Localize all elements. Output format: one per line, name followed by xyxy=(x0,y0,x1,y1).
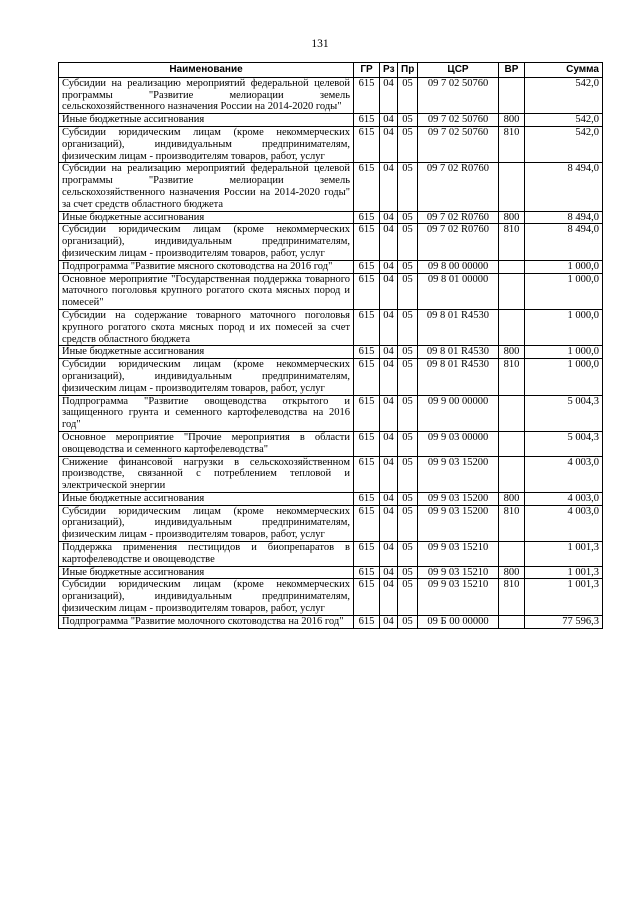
table-row xyxy=(59,505,603,541)
cell-rz: 04 xyxy=(380,566,398,579)
cell-vr xyxy=(499,395,525,431)
cell-sum: 4 003,0 xyxy=(525,492,603,505)
cell-name: Иные бюджетные ассигнования xyxy=(59,211,354,224)
cell-vr: 810 xyxy=(499,359,525,395)
cell-vr: 800 xyxy=(499,346,525,359)
header-sum: Сумма xyxy=(525,63,603,78)
cell-rz: 04 xyxy=(380,114,398,127)
cell-name: Субсидии на реализацию мероприятий федеральной целевой программы "Развитие мелиорации земель сельскохозяйственного назначения России на 2014-2020 годы" xyxy=(59,77,354,113)
cell-name: Иные бюджетные ассигнования xyxy=(59,114,354,127)
cell-vr xyxy=(499,431,525,456)
cell-pr: 05 xyxy=(398,309,418,345)
cell-csr: 09 9 00 00000 xyxy=(418,395,499,431)
cell-sum: 77 596,3 xyxy=(525,615,603,628)
cell-pr: 05 xyxy=(398,211,418,224)
cell-gr: 615 xyxy=(354,273,380,309)
table-row xyxy=(59,359,603,395)
cell-pr: 05 xyxy=(398,346,418,359)
cell-pr: 05 xyxy=(398,114,418,127)
cell-gr: 615 xyxy=(354,566,380,579)
cell-sum: 1 000,0 xyxy=(525,273,603,309)
cell-sum: 5 004,3 xyxy=(525,431,603,456)
header-pr: Пр xyxy=(398,63,418,78)
cell-vr: 810 xyxy=(499,126,525,162)
cell-name: Субсидии юридическим лицам (кроме некоммерческих организаций), индивидуальным предпринимателям, физическим лицам - производителям товаров, работ, услуг xyxy=(59,579,354,615)
cell-vr: 800 xyxy=(499,492,525,505)
cell-csr: 09 7 02 R0760 xyxy=(418,163,499,211)
cell-pr: 05 xyxy=(398,615,418,628)
cell-rz: 04 xyxy=(380,431,398,456)
cell-csr: 09 9 03 15210 xyxy=(418,566,499,579)
cell-pr: 05 xyxy=(398,273,418,309)
cell-name: Основное мероприятие "Государственная поддержка товарного маточного поголовья крупного рогатого скота мясных пород и помесей" xyxy=(59,273,354,309)
cell-csr: 09 9 03 15200 xyxy=(418,492,499,505)
cell-sum: 542,0 xyxy=(525,77,603,113)
cell-sum: 8 494,0 xyxy=(525,163,603,211)
cell-name: Субсидии юридическим лицам (кроме некоммерческих организаций), индивидуальным предпринимателям, физическим лицам - производителям товаров, работ, услуг xyxy=(59,126,354,162)
cell-sum: 8 494,0 xyxy=(525,211,603,224)
cell-rz: 04 xyxy=(380,224,398,260)
cell-gr: 615 xyxy=(354,579,380,615)
cell-sum: 1 001,3 xyxy=(525,566,603,579)
table-row xyxy=(59,211,603,224)
table-row xyxy=(59,542,603,567)
cell-name: Субсидии юридическим лицам (кроме некоммерческих организаций), индивидуальным предпринимателям, физическим лицам - производителям товаров, работ, услуг xyxy=(59,224,354,260)
cell-pr: 05 xyxy=(398,359,418,395)
table-row xyxy=(59,273,603,309)
cell-rz: 04 xyxy=(380,77,398,113)
cell-rz: 04 xyxy=(380,505,398,541)
cell-gr: 615 xyxy=(354,359,380,395)
cell-pr: 05 xyxy=(398,77,418,113)
cell-vr xyxy=(499,309,525,345)
cell-gr: 615 xyxy=(354,346,380,359)
cell-pr: 05 xyxy=(398,260,418,273)
cell-rz: 04 xyxy=(380,260,398,273)
cell-gr: 615 xyxy=(354,395,380,431)
cell-rz: 04 xyxy=(380,395,398,431)
cell-pr: 05 xyxy=(398,224,418,260)
cell-pr: 05 xyxy=(398,456,418,492)
cell-rz: 04 xyxy=(380,359,398,395)
table-row xyxy=(59,126,603,162)
cell-csr: 09 8 01 R4530 xyxy=(418,359,499,395)
cell-rz: 04 xyxy=(380,492,398,505)
cell-gr: 615 xyxy=(354,492,380,505)
table-body xyxy=(59,77,603,628)
header-csr: ЦСР xyxy=(418,63,499,78)
cell-gr: 615 xyxy=(354,431,380,456)
cell-name: Субсидии на содержание товарного маточного поголовья крупного рогатого скота мясных пород и их помесей за счет средств областного бюджета xyxy=(59,309,354,345)
cell-csr: 09 9 03 15200 xyxy=(418,505,499,541)
cell-sum: 5 004,3 xyxy=(525,395,603,431)
table-row xyxy=(59,346,603,359)
cell-sum: 1 000,0 xyxy=(525,346,603,359)
cell-csr: 09 9 03 00000 xyxy=(418,431,499,456)
cell-rz: 04 xyxy=(380,273,398,309)
cell-csr: 09 9 03 15200 xyxy=(418,456,499,492)
cell-name: Субсидии юридическим лицам (кроме некоммерческих организаций), индивидуальным предпринимателям, физическим лицам - производителям товаров, работ, услуг xyxy=(59,359,354,395)
cell-vr xyxy=(499,77,525,113)
cell-rz: 04 xyxy=(380,615,398,628)
cell-csr: 09 8 01 R4530 xyxy=(418,346,499,359)
cell-sum: 1 000,0 xyxy=(525,260,603,273)
cell-csr: 09 Б 00 00000 xyxy=(418,615,499,628)
cell-pr: 05 xyxy=(398,579,418,615)
table-row xyxy=(59,114,603,127)
cell-name: Субсидии на реализацию мероприятий федеральной целевой программы "Развитие мелиорации земель сельскохозяйственного назначения России на 2014-2020 годы" за счет средств областного бюджета xyxy=(59,163,354,211)
cell-csr: 09 7 02 50760 xyxy=(418,77,499,113)
header-row xyxy=(59,63,603,78)
cell-vr: 800 xyxy=(499,114,525,127)
cell-csr: 09 7 02 50760 xyxy=(418,114,499,127)
cell-gr: 615 xyxy=(354,456,380,492)
cell-sum: 4 003,0 xyxy=(525,456,603,492)
header-vr: ВР xyxy=(499,63,525,78)
table-row xyxy=(59,395,603,431)
cell-name: Иные бюджетные ассигнования xyxy=(59,346,354,359)
cell-pr: 05 xyxy=(398,492,418,505)
cell-name: Основное мероприятие "Прочие мероприятия в области овощеводства и семенного картофелеводства" xyxy=(59,431,354,456)
cell-rz: 04 xyxy=(380,346,398,359)
cell-gr: 615 xyxy=(354,224,380,260)
cell-pr: 05 xyxy=(398,126,418,162)
table-row xyxy=(59,492,603,505)
table-row xyxy=(59,566,603,579)
table-row xyxy=(59,456,603,492)
cell-rz: 04 xyxy=(380,126,398,162)
cell-vr: 810 xyxy=(499,505,525,541)
budget-table xyxy=(58,62,603,629)
cell-vr xyxy=(499,456,525,492)
cell-vr xyxy=(499,260,525,273)
cell-rz: 04 xyxy=(380,456,398,492)
cell-sum: 1 001,3 xyxy=(525,579,603,615)
cell-name: Подпрограмма "Развитие мясного скотоводства на 2016 год" xyxy=(59,260,354,273)
cell-sum: 542,0 xyxy=(525,126,603,162)
cell-name: Поддержка применения пестицидов и биопрепаратов в картофелеводстве и овощеводстве xyxy=(59,542,354,567)
cell-gr: 615 xyxy=(354,260,380,273)
table-row xyxy=(59,309,603,345)
table-row xyxy=(59,224,603,260)
header-name: Наименование xyxy=(59,63,354,78)
header-gr: ГР xyxy=(354,63,380,78)
cell-vr: 810 xyxy=(499,579,525,615)
cell-gr: 615 xyxy=(354,126,380,162)
cell-rz: 04 xyxy=(380,309,398,345)
page-number: 131 xyxy=(311,38,329,50)
table-row xyxy=(59,260,603,273)
cell-gr: 615 xyxy=(354,211,380,224)
cell-csr: 09 8 01 00000 xyxy=(418,273,499,309)
cell-name: Снижение финансовой нагрузки в сельскохозяйственном производстве, связанной с потреблением тепловой и электрической энергии xyxy=(59,456,354,492)
cell-rz: 04 xyxy=(380,211,398,224)
cell-pr: 05 xyxy=(398,542,418,567)
cell-vr: 810 xyxy=(499,224,525,260)
cell-vr xyxy=(499,273,525,309)
cell-rz: 04 xyxy=(380,163,398,211)
cell-gr: 615 xyxy=(354,505,380,541)
cell-vr xyxy=(499,542,525,567)
cell-sum: 542,0 xyxy=(525,114,603,127)
header-rz: Рз xyxy=(380,63,398,78)
cell-pr: 05 xyxy=(398,163,418,211)
cell-vr: 800 xyxy=(499,211,525,224)
cell-vr xyxy=(499,163,525,211)
table-row xyxy=(59,77,603,113)
cell-rz: 04 xyxy=(380,579,398,615)
cell-name: Иные бюджетные ассигнования xyxy=(59,492,354,505)
cell-gr: 615 xyxy=(354,114,380,127)
cell-gr: 615 xyxy=(354,615,380,628)
cell-csr: 09 9 03 15210 xyxy=(418,542,499,567)
cell-sum: 1 001,3 xyxy=(525,542,603,567)
table-row xyxy=(59,431,603,456)
cell-name: Субсидии юридическим лицам (кроме некоммерческих организаций), индивидуальным предпринимателям, физическим лицам - производителям товаров, работ, услуг xyxy=(59,505,354,541)
cell-sum: 1 000,0 xyxy=(525,359,603,395)
cell-vr: 800 xyxy=(499,566,525,579)
cell-csr: 09 9 03 15210 xyxy=(418,579,499,615)
cell-vr xyxy=(499,615,525,628)
cell-csr: 09 8 01 R4530 xyxy=(418,309,499,345)
cell-csr: 09 7 02 R0760 xyxy=(418,211,499,224)
table-row xyxy=(59,163,603,211)
cell-name: Иные бюджетные ассигнования xyxy=(59,566,354,579)
cell-pr: 05 xyxy=(398,505,418,541)
cell-gr: 615 xyxy=(354,77,380,113)
cell-name: Подпрограмма "Развитие овощеводства открытого и защищенного грунта и семенного картофелеводства на 2016 год" xyxy=(59,395,354,431)
cell-name: Подпрограмма "Развитие молочного скотоводства на 2016 год" xyxy=(59,615,354,628)
cell-pr: 05 xyxy=(398,566,418,579)
cell-gr: 615 xyxy=(354,542,380,567)
cell-gr: 615 xyxy=(354,309,380,345)
cell-sum: 1 000,0 xyxy=(525,309,603,345)
cell-rz: 04 xyxy=(380,542,398,567)
cell-gr: 615 xyxy=(354,163,380,211)
cell-sum: 8 494,0 xyxy=(525,224,603,260)
cell-sum: 4 003,0 xyxy=(525,505,603,541)
cell-csr: 09 7 02 50760 xyxy=(418,126,499,162)
table-row xyxy=(59,615,603,628)
table-row xyxy=(59,579,603,615)
cell-csr: 09 8 00 00000 xyxy=(418,260,499,273)
cell-pr: 05 xyxy=(398,431,418,456)
cell-csr: 09 7 02 R0760 xyxy=(418,224,499,260)
cell-pr: 05 xyxy=(398,395,418,431)
